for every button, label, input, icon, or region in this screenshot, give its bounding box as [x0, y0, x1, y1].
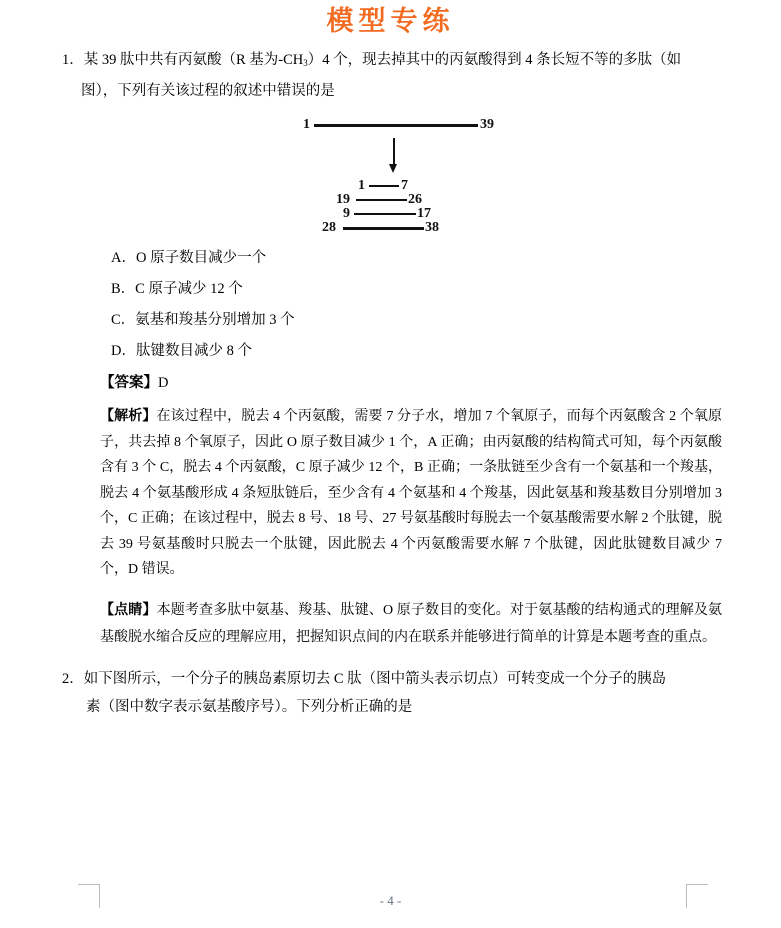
question1-line1-tail: ）4 个，现去掉其中的丙氨酸得到 4 条长短不等的多肽（如: [307, 52, 682, 68]
option-b[interactable]: B．C 原子减少 12 个: [111, 281, 243, 297]
fragment-1-bar: [369, 185, 399, 187]
answer-label: 【答案】: [100, 375, 158, 391]
peptide-diagram: [62, 113, 722, 235]
question2-line1: 2．如下图所示，一个分子的胰岛素原切去 C 肽（图中箭头表示切点）可转变成一个分子的胰岛: [62, 670, 667, 687]
fragment-2-end: 26: [408, 192, 422, 207]
fragment-2-bar: [356, 199, 407, 201]
fragment-2-start: 19: [336, 192, 350, 207]
cleavage-arrow-head: [389, 164, 397, 173]
chain-end-label: 39: [480, 117, 494, 132]
page-number: - 4 -: [379, 893, 402, 908]
question1-options: [62, 243, 722, 367]
question2-line2: 素（图中数字表示氨基酸序号）。下列分析正确的是: [86, 698, 413, 715]
option-a[interactable]: A．O 原子数目减少一个: [111, 250, 267, 266]
analysis-label: 【解析】: [100, 409, 157, 424]
document-body: [62, 46, 722, 721]
question1-line2: 图），下列有关该过程的叙述中错误的是: [81, 83, 335, 99]
fragment-3-end: 17: [417, 206, 431, 221]
question1-line1-text: 1．某 39 肽中共有丙氨酸（R 基为-CH: [62, 52, 304, 68]
answer-block: [62, 369, 722, 398]
fragment-1-start: 1: [358, 178, 365, 193]
option-d[interactable]: D．肽键数目减少 8 个: [111, 343, 252, 359]
fragment-3-start: 9: [343, 206, 350, 221]
fragment-1-end: 7: [401, 178, 408, 193]
chain-start-label: 1: [303, 117, 310, 132]
cleavage-arrow-shaft: [393, 138, 395, 166]
fragment-4-start: 28: [322, 220, 336, 235]
question1-line1: [62, 46, 722, 77]
page-title: 模型专练: [326, 6, 455, 37]
analysis-text: 在该过程中，脱去 4 个丙氨酸，需要 7 分子水，增加 7 个氧原子，而每个丙氨酸含 2 个氧原子，共去掉 8 个氧原子，因此 O 原子数目减少 1 个，A 正确；由丙氨酸的结构简式可知，每个丙氨酸含有 3 个 C，脱去 4 个丙氨酸，C 原子减少 12 个，B 正确；一条肽链至少含有一个氨基和一个羧基，脱去 4 个氨基酸形成 4 条短肽链后，至少含有 4 个氨基和 4 个羧基，因此氨基和羧基数目分别增加 3 个，C 正确；在该过程中，脱去 8 号、18 号、27 号氨基酸时每脱去一个氨基酸需要水解 2 个肽键，脱去 39 号氨基酸时只脱去一个肽键，因此脱去 4 个丙氨酸需要水解 7 个肽键，因此肽键数目减少 7 个，D 错误。: [100, 409, 723, 577]
fragment-4-end: 38: [425, 220, 439, 235]
tip-block: [62, 597, 722, 651]
fragment-3-bar: [354, 213, 416, 215]
answer-value: D: [158, 375, 169, 391]
tip-label: 【点睛】: [100, 602, 157, 618]
tip-text: 本题考查多肽中氨基、羧基、肽键、O 原子数目的变化。对于氨基酸的结构通式的理解及氨基酸脱水缩合反应的理解应用，把握知识点间的内在联系并能够进行简单的计算是本题考查的重点。: [100, 602, 723, 645]
question1-subscript: 3: [303, 58, 308, 68]
option-c[interactable]: C．氨基和羧基分别增加 3 个: [111, 312, 295, 328]
fragment-4-bar: [343, 227, 424, 230]
chain-bar: [314, 124, 478, 127]
analysis-block: [62, 404, 722, 583]
